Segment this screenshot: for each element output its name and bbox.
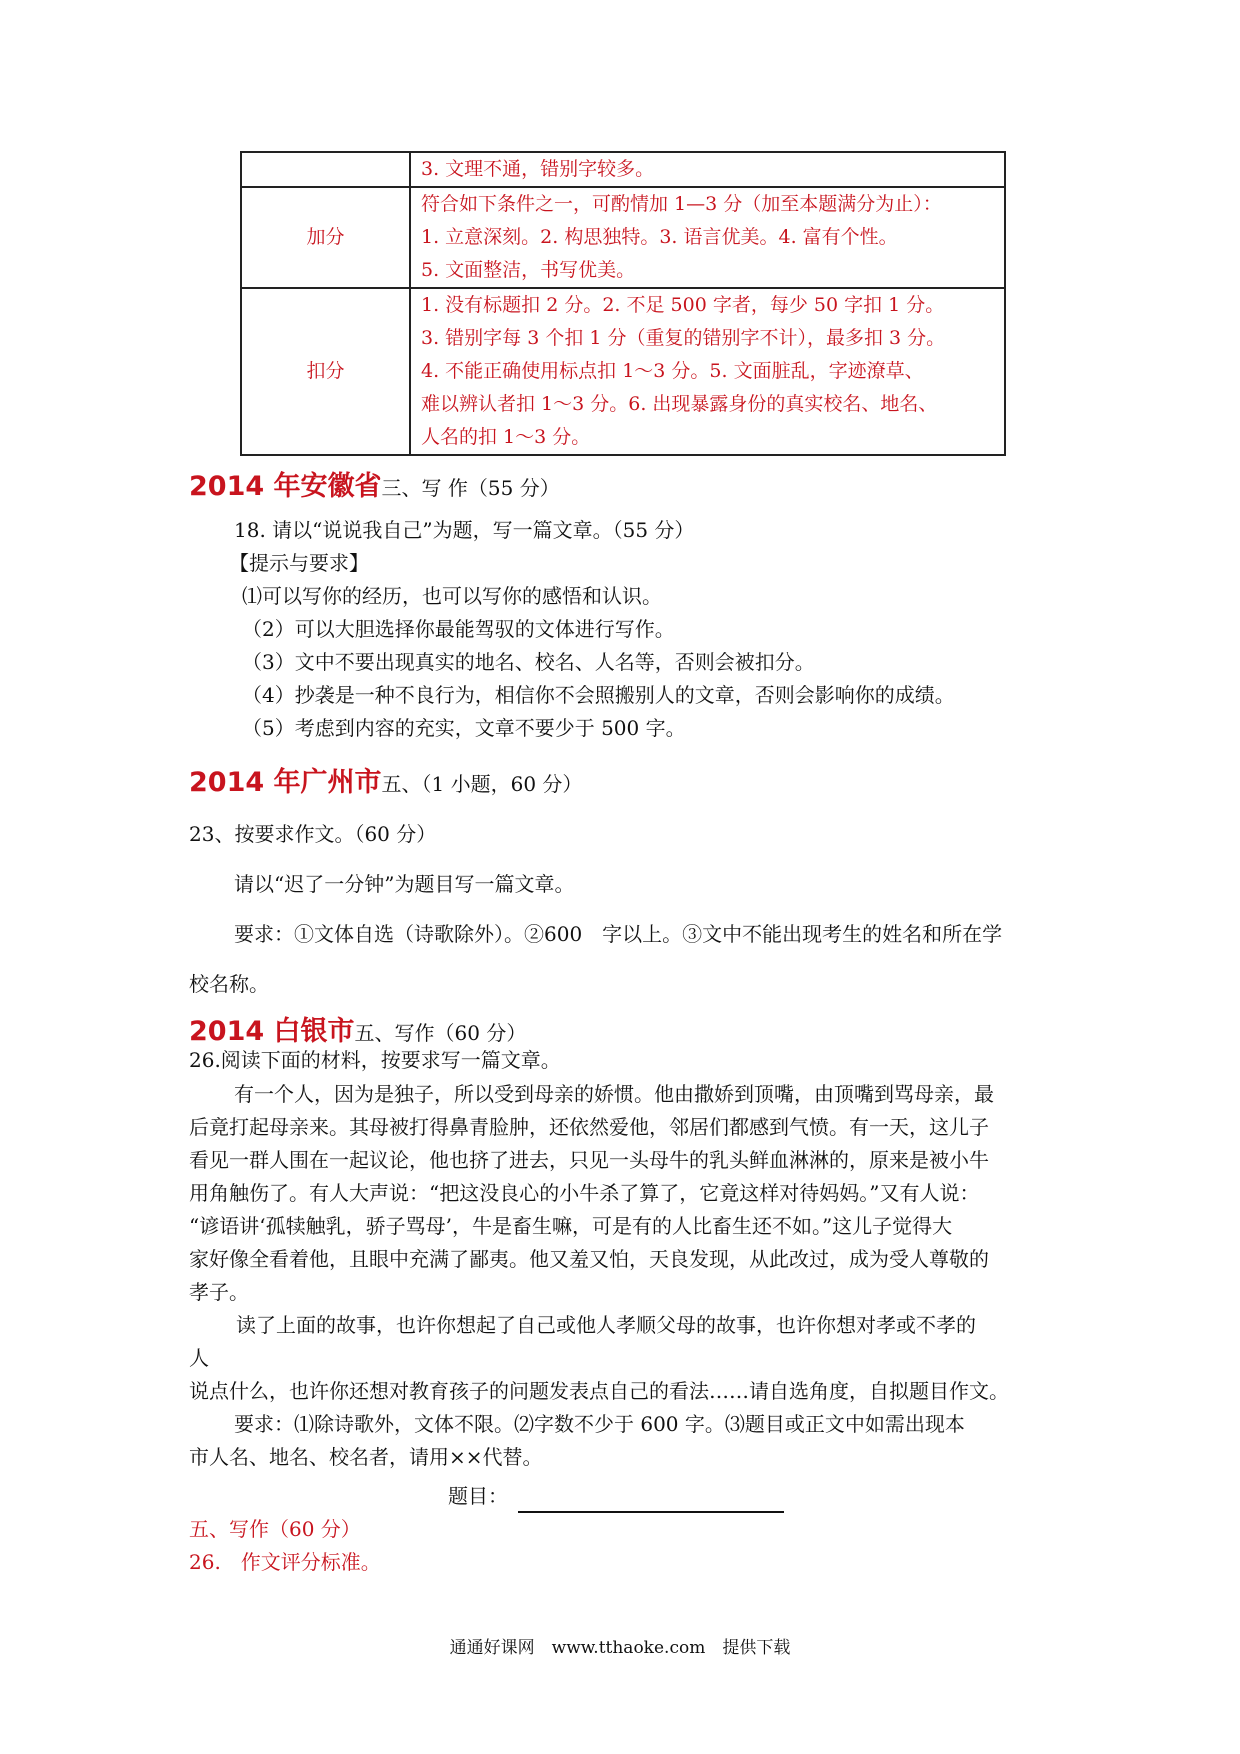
answer-section-heading: 五、写作（60 分）: [189, 1517, 361, 1541]
story-line: 看见一群人围在一起议论，他也挤了进去，只见一头母牛的乳头鲜血淋淋的，原来是被小牛: [189, 1148, 989, 1172]
anhui-heading-line: [189, 464, 560, 503]
table-row-text: [410, 187, 1005, 288]
tip-item: （3）文中不要出现真实的地名、校名、人名等，否则会被扣分。: [242, 650, 815, 674]
section-subheading: 三、写 作（55 分）: [381, 476, 560, 500]
table-line: 1. 立意深刻。2. 构思独特。3. 语言优美。4. 富有个性。: [421, 226, 898, 248]
table-line: 5. 文面整洁，书写优美。: [421, 259, 636, 281]
story-line: 孝子。: [189, 1280, 249, 1304]
requirements-text: 要求：①文体自选（诗歌除外）。②600 字以上。③文中不能出现考生的姓名和所在学: [234, 922, 1003, 946]
title-label: 题目：: [448, 1484, 508, 1508]
table-line: 符合如下条件之一，可酌情加 1—3 分（加至本题满分为止）：: [421, 193, 942, 215]
section-subheading: 五、写作（60 分）: [354, 1021, 527, 1045]
section-heading: 2014 白银市: [189, 1016, 355, 1047]
table-row: [241, 187, 1005, 288]
scoring-table: [240, 151, 1006, 456]
table-row-label: [241, 152, 410, 187]
table-row-text: [410, 152, 1005, 187]
tip-item: （2）可以大胆选择你最能驾驭的文体进行写作。: [242, 617, 675, 641]
question-text: 23、按要求作文。（60 分）: [189, 822, 437, 846]
table-line: 3. 文理不通，错别字较多。: [421, 158, 655, 180]
guangzhou-heading-line: [189, 760, 582, 799]
table-line: 人名的扣 1～3 分。: [421, 426, 591, 448]
story-line: “谚语讲‘孤犊触乳，骄子骂母’，牛是畜生嘛，可是有的人比畜生还不如。”这儿子觉得大: [189, 1214, 953, 1238]
table-row-label: 扣分: [241, 288, 410, 455]
table-row-label: 加分: [241, 187, 410, 288]
section-subheading: 五、（1 小题，60 分）: [381, 772, 583, 796]
prompt-text: 请以“迟了一分钟”为题目写一篇文章。: [234, 872, 575, 896]
story-line: 后竟打起母亲来。其母被打得鼻青脸肿，还依然爱他，邻居们都感到气愤。有一天，这儿子: [189, 1115, 989, 1139]
question-text: 26.阅读下面的材料，按要求写一篇文章。: [189, 1048, 561, 1072]
story-line: 家好像全看着他，且眼中充满了鄙夷。他又羞又怕，天良发现，从此改过，成为受人尊敬的: [189, 1247, 989, 1271]
tip-item: （5）考虑到内容的充实，文章不要少于 500 字。: [242, 716, 686, 740]
section-heading: 2014 年广州市: [189, 767, 382, 798]
table-row-text: [410, 288, 1005, 455]
instruction-line: 读了上面的故事，也许你想起了自己或他人孝顺父母的故事，也许你想对孝或不孝的: [236, 1313, 976, 1337]
page-footer: 通通好课网 www.tthaoke.com 提供下载: [449, 1638, 791, 1658]
story-line: 有一个人，因为是独子，所以受到母亲的娇惯。他由撒娇到顶嘴，由顶嘴到骂母亲，最: [234, 1082, 994, 1106]
table-line: 1. 没有标题扣 2 分。2. 不足 500 字者，每少 50 字扣 1 分。: [421, 294, 945, 316]
table-row: [241, 288, 1005, 455]
section-heading: 2014 年安徽省: [189, 471, 382, 502]
table-row: [241, 152, 1005, 187]
requirements-text: 要求：⑴除诗歌外，文体不限。⑵字数不少于 600 字。⑶题目或正文中如需出现本: [234, 1412, 965, 1436]
answer-item: 26. 作文评分标准。: [189, 1550, 381, 1574]
title-blank-line: [518, 1511, 784, 1513]
tip-item: （4）抄袭是一种不良行为，相信你不会照搬别人的文章，否则会影响你的成绩。: [242, 683, 955, 707]
tips-title: 【提示与要求】: [229, 551, 369, 575]
question-text: 18. 请以“说说我自己”为题，写一篇文章。（55 分）: [234, 518, 695, 542]
tip-item: ⑴可以写你的经历，也可以写你的感悟和认识。: [242, 584, 662, 608]
baiyin-heading-line: [189, 1009, 526, 1048]
instruction-line: 人: [189, 1346, 209, 1370]
instruction-line: 说点什么，也许你还想对教育孩子的问题发表点自己的看法……请自选角度，自拟题目作文。: [189, 1379, 1009, 1403]
requirements-text: 市人名、地名、校名者，请用××代替。: [189, 1445, 543, 1469]
table-line: 4. 不能正确使用标点扣 1～3 分。5. 文面脏乱，字迹潦草、: [421, 360, 924, 382]
requirements-text: 校名称。: [189, 972, 269, 996]
story-line: 用角触伤了。有人大声说：“把这没良心的小牛杀了算了，它竟这样对待妈妈。”又有人说：: [189, 1181, 980, 1205]
table-line: 3. 错别字每 3 个扣 1 分（重复的错别字不计），最多扣 3 分。: [421, 327, 946, 349]
table-line: 难以辨认者扣 1～3 分。6. 出现暴露身份的真实校名、地名、: [421, 393, 938, 415]
